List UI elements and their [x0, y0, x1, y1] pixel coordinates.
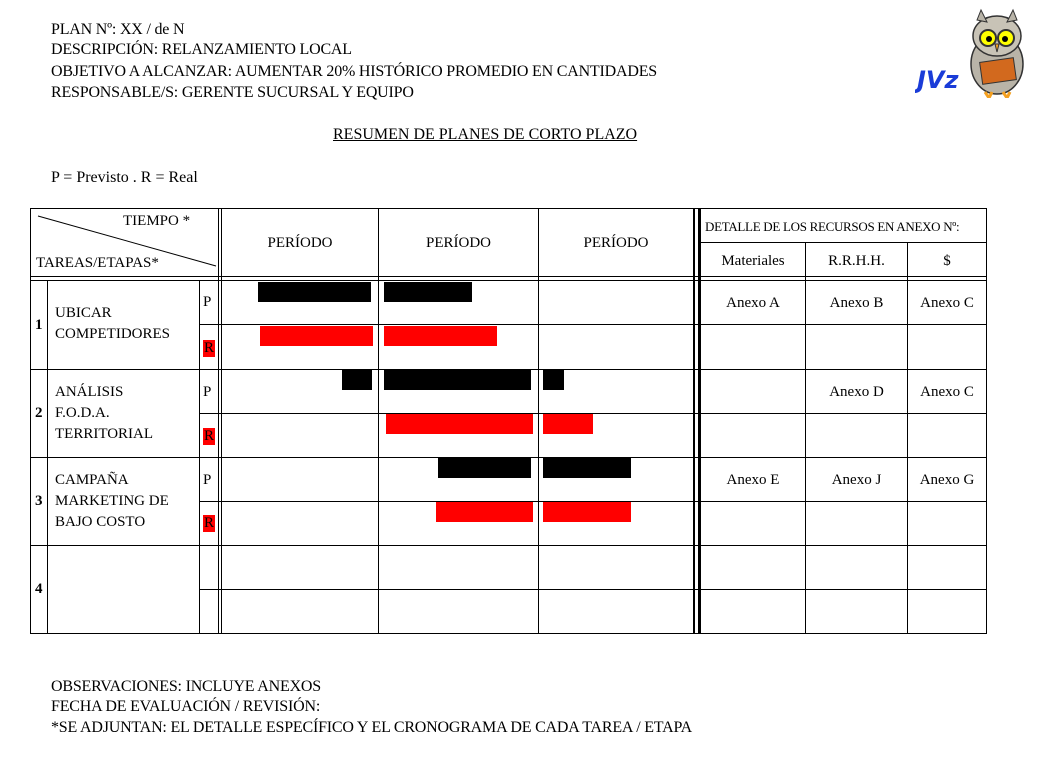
fecha-evaluacion-text: FECHA DE EVALUACIÓN / REVISIÓN:: [51, 698, 321, 715]
task-1-previsto-bar-a: [258, 282, 371, 302]
task-1-rrhh: Anexo B: [829, 295, 884, 311]
task-3-r-label: R: [203, 515, 214, 531]
owl-logo: [915, 6, 1025, 98]
money-header: $: [943, 253, 951, 269]
plan-number: PLAN Nº: XX / de N: [51, 21, 185, 38]
period-3-header: PERÍODO: [583, 235, 649, 251]
task-3-name-line-3: BAJO COSTO: [55, 514, 146, 530]
task-3-money: Anexo G: [919, 472, 975, 488]
logo-text: JVz: [917, 66, 959, 94]
tareas-label: TAREAS/ETAPAS*: [36, 255, 159, 271]
tiempo-label: TIEMPO *: [123, 213, 191, 229]
task-2-real-bar-b: [543, 414, 593, 434]
task-1-previsto-bar-b: [384, 282, 472, 302]
plan-objective: OBJETIVO A ALCANZAR: AUMENTAR 20% HISTÓRICO PROMEDIO EN CANTIDADES: [51, 63, 657, 80]
task-3-previsto-bar-b: [543, 458, 631, 478]
task-3-name-line-1: CAMPAÑA: [55, 472, 129, 488]
task-3-previsto-bar-a: [438, 458, 531, 478]
task-3-real-bar-a: [436, 502, 533, 522]
period-1-header: PERÍODO: [267, 235, 333, 251]
materiales-header: Materiales: [721, 253, 785, 269]
task-2-rrhh: Anexo D: [829, 384, 884, 400]
task-1-money: Anexo C: [920, 295, 974, 311]
task-3-number: 3: [35, 493, 43, 509]
plan-description: DESCRIPCIÓN: RELANZAMIENTO LOCAL: [51, 41, 352, 58]
task-2-previsto-bar-a: [342, 370, 372, 390]
task-3-name-line-2: MARKETING DE: [55, 493, 169, 509]
task-2-previsto-bar-b: [384, 370, 531, 390]
task-2-r-label: R: [203, 428, 214, 444]
task-1-name-line-1: UBICAR: [55, 305, 112, 321]
task-1-r-label: R: [203, 340, 214, 356]
task-1-materiales: Anexo A: [726, 295, 780, 311]
task-4-number: 4: [35, 581, 43, 597]
task-2-name-line-1: ANÁLISIS: [55, 384, 124, 400]
task-2-previsto-bar-c: [543, 370, 564, 390]
task-3-real-bar-b: [543, 502, 631, 522]
page-title: RESUMEN DE PLANES DE CORTO PLAZO: [333, 126, 638, 143]
task-2-p-label: P: [203, 384, 212, 400]
task-3-rrhh: Anexo J: [831, 472, 882, 488]
task-2-name-line-2: F.O.D.A.: [55, 405, 110, 421]
legend-text: P = Previsto . R = Real: [51, 169, 198, 186]
period-2-header: PERÍODO: [425, 235, 491, 251]
observaciones-text: OBSERVACIONES: INCLUYE ANEXOS: [51, 678, 321, 695]
task-1-name-line-2: COMPETIDORES: [55, 326, 171, 342]
task-3-materiales: Anexo E: [726, 472, 780, 488]
task-2-real-bar-a: [386, 414, 533, 434]
task-1-number: 1: [35, 317, 43, 333]
task-2-number: 2: [35, 405, 43, 421]
task-2-name-line-3: TERRITORIAL: [55, 426, 154, 442]
task-1-real-bar-a: [260, 326, 373, 346]
task-3-p-label: P: [203, 472, 212, 488]
task-2-money: Anexo C: [920, 384, 974, 400]
detalle-header: DETALLE DE LOS RECURSOS EN ANEXO Nº:: [705, 219, 960, 234]
task-1-real-bar-b: [384, 326, 497, 346]
rrhh-header: R.R.H.H.: [828, 253, 885, 269]
plan-responsible: RESPONSABLE/S: GERENTE SUCURSAL Y EQUIPO: [51, 84, 414, 101]
footnote-text: *SE ADJUNTAN: EL DETALLE ESPECÍFICO Y EL CRONOGRAMA DE CADA TAREA / ETAPA: [51, 719, 693, 736]
task-1-p-label: P: [203, 294, 212, 310]
